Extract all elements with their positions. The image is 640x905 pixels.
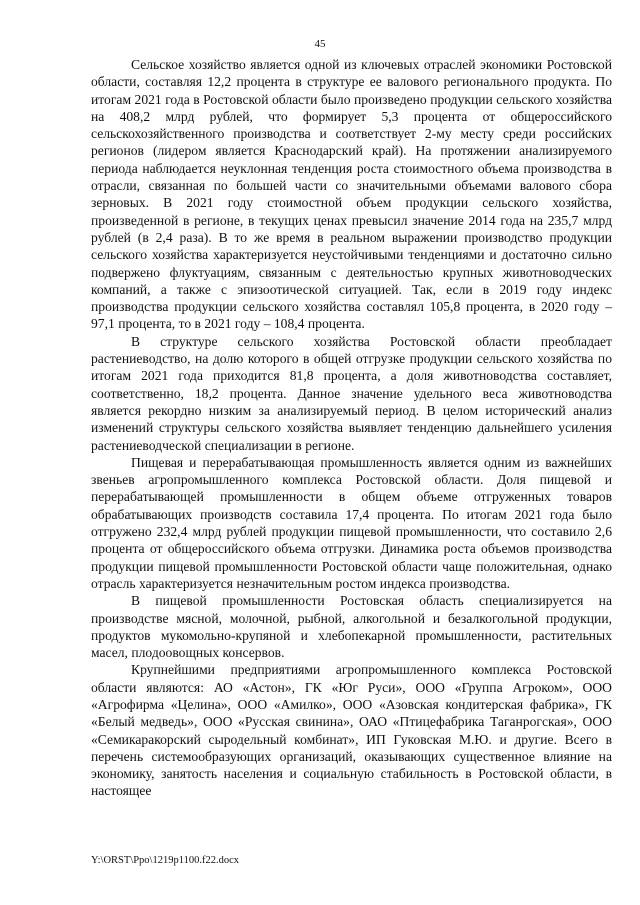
- file-path-footer: Y:\ORST\Ppo\1219p1100.f22.docx: [91, 855, 239, 866]
- paragraph-food-specialization: В пищевой промышленности Ростовская область специализируется на производстве мясной, молочной, рыбной, алкогольной и безалкогольной продукции, продуктов мукомольно-крупяной и хлебопекарной промышленности, растительных масел, плодоовощных консервов.: [91, 593, 612, 661]
- paragraph-agriculture-structure: В структуре сельского хозяйства Ростовской области преобладает растениеводство, на долю которого в общей отгрузке продукции сельского хозяйства по итогам 2021 года приходится 81,8 процента, а доля животноводства составляет, соответственно, 18,2 процента. Данное значение удельного веса животноводства является рекордно низким за анализируемый период. В целом исторический анализ изменений структуры сельского хозяйства выявляет тенденцию дальнейшего усиления растениеводческой специализации в регионе.: [91, 333, 612, 453]
- page-number: 45: [314, 38, 326, 50]
- paragraph-largest-enterprises: Крупнейшими предприятиями агропромышленного комплекса Ростовской области являются: АО «Астон», ГК «Юг Руси», ООО «Группа Агроком», ООО «Агрофирма «Целина», ООО «Амилко», ООО «Азовская кондитерская фабрика», ГК «Белый медведь», ООО «Русская свинина», ОАО «Птицефабрика Таганрогская», ООО «Семикаракорский сыродельный комбинат», ИП Гуковская М.Ю. и другие. Всего в перечень системообразующих организаций, оказывающих существенное влияние на экономику, занятость населения и социальную стабильность в Ростовской области, в настоящее: [91, 662, 612, 799]
- paragraph-agriculture-overview: Сельское хозяйство является одной из ключевых отраслей экономики Ростовской области, составляя 12,2 процента в структуре ее валового регионального продукта. По итогам 2021 года в Ростовской области было произведено продукции сельского хозяйства на 408,2 млрд рублей, что формирует 5,3 процента от общероссийского сельскохозяйственного производства и соответствует 2-му месту среди российских регионов (лидером является Краснодарский край). На протяжении анализируемого периода наблюдается неуклонная тенденция роста стоимостного объема производства в отрасли, связанная по большей части со значительными объемами валового сбора зерновых. В 2021 году стоимостной объем продукции сельского хозяйства, произведенной в регионе, в текущих ценах превысил значение 2014 года на 235,7 млрд рублей (в 2,4 раза). В то же время в реальном выражении производство продукции сельского хозяйства характеризуется неустойчивыми тенденциями и достаточно сильно подвержено флуктуациям, связанным с деятельностью крупных животноводческих компаний, а также с эпизоотической ситуацией. Так, если в 2019 году индекс производства продукции сельского хозяйства составлял 105,8 процента, в 2020 году – 97,1 процента, то в 2021 году – 108,4 процента.: [91, 57, 612, 332]
- document-body: [91, 56, 612, 800]
- paragraph-food-industry: Пищевая и перерабатывающая промышленность является одним из важнейших звеньев агропромышленного комплекса Ростовской области. Доля пищевой и перерабатывающей промышленности в общем объеме отгруженных товаров обрабатывающих производств составила 17,4 процента. По итогам 2021 года было отгружено 232,4 млрд рублей продукции пищевой промышленности, что составило 2,6 процента от общероссийского объема отгрузки. Динамика роста объемов производства продукции пищевой промышленности Ростовской области чаще положительная, однако отрасль характеризуется незначительным ростом индекса производства.: [91, 454, 612, 591]
